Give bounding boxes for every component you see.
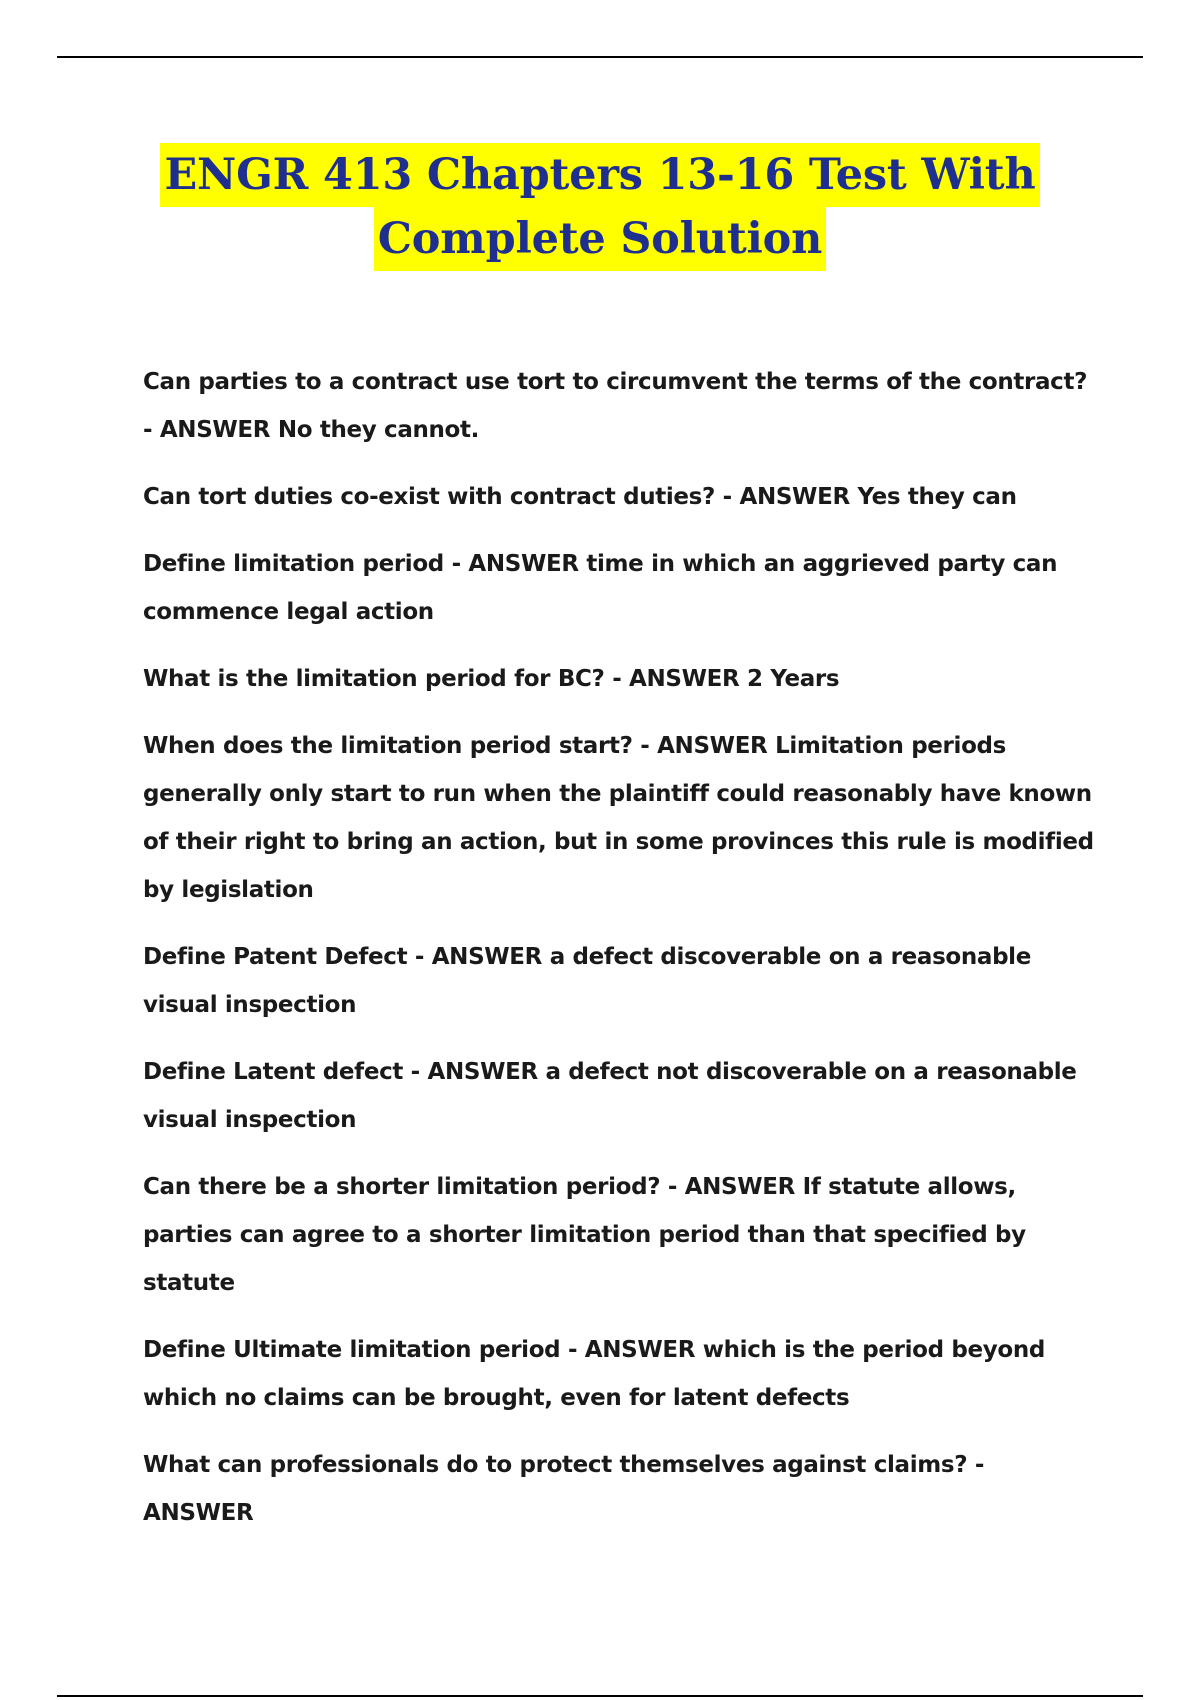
- qa-item: Can there be a shorter limitation period? - ANSWER If statute allows, parties can agree to a shorter limitation period than that specified by statute: [143, 1174, 1026, 1296]
- document-title: [0, 143, 1200, 271]
- qa-item: When does the limitation period start? - ANSWER Limitation periods generally only start to run when the plaintiff could reasonably have known of their right to bring an action, but in some provinces this rule is modified by legislation: [143, 733, 1094, 903]
- qa-list: [143, 358, 1098, 1556]
- qa-item: Define limitation period - ANSWER time in which an aggrieved party can commence legal action: [143, 551, 1058, 625]
- top-rule: [57, 56, 1143, 58]
- qa-item: Define Patent Defect - ANSWER a defect discoverable on a reasonable visual inspection: [143, 944, 1031, 1018]
- bottom-rule: [57, 1695, 1143, 1697]
- qa-item: What can professionals do to protect themselves against claims? - ANSWER: [143, 1452, 985, 1526]
- title-line-2: Complete Solution: [374, 207, 826, 271]
- qa-item: Define Latent defect - ANSWER a defect not discoverable on a reasonable visual inspection: [143, 1059, 1077, 1133]
- qa-item: Can tort duties co-exist with contract duties? - ANSWER Yes they can: [143, 484, 1017, 510]
- qa-item: What is the limitation period for BC? - ANSWER 2 Years: [143, 666, 840, 692]
- qa-item: Can parties to a contract use tort to circumvent the terms of the contract? - ANSWER No they cannot.: [143, 369, 1088, 443]
- qa-item: Define Ultimate limitation period - ANSWER which is the period beyond which no claims can be brought, even for latent defects: [143, 1337, 1045, 1411]
- title-line-1: ENGR 413 Chapters 13-16 Test With: [160, 143, 1039, 207]
